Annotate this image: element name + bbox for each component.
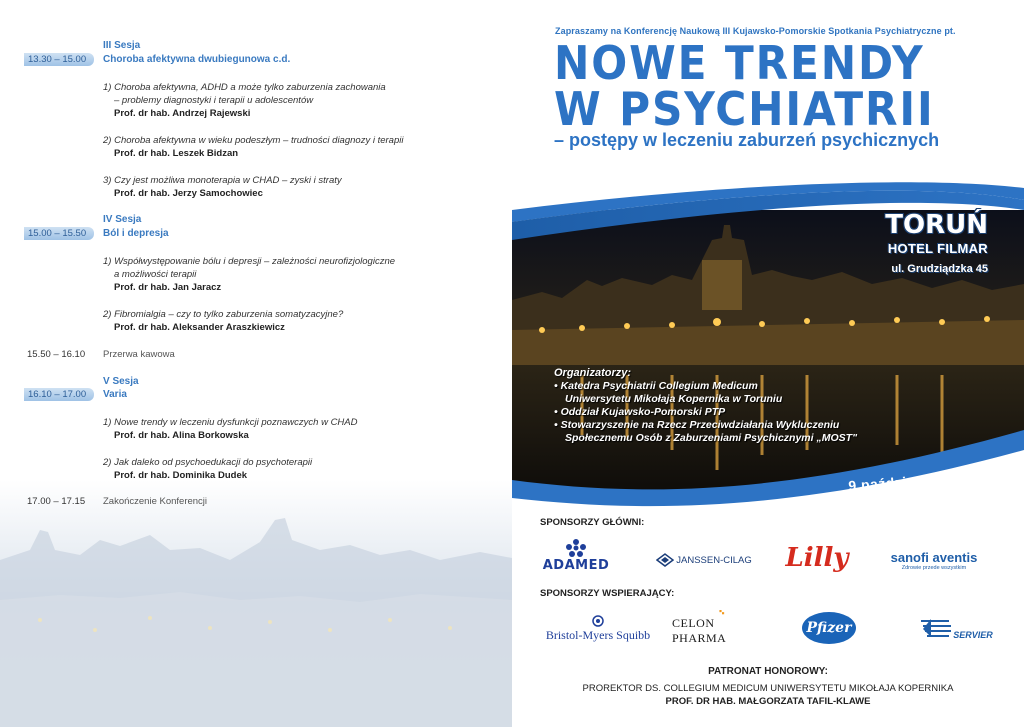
invite-line: Zapraszamy na Konferencję Naukową III Kujawsko-Pomorskie Spotkania Psychiatryczne pt.: [555, 26, 956, 36]
city-name: TORUŃ: [885, 210, 988, 240]
talk-item: [103, 174, 463, 187]
organizer-line: Uniwersytetu Mikołaja Kopernika w Toruniu: [565, 393, 783, 405]
janssen-logo: [654, 550, 754, 570]
faded-city-background: [0, 480, 512, 727]
servier-logo: [912, 612, 1000, 644]
talk-item: [103, 416, 463, 429]
celon-wordmark: CELON PHARMA: [672, 616, 727, 645]
talk-title-line: 1) Współwystępowanie bólu i depresji – zależności neurofizjologiczne: [103, 256, 396, 267]
lilly-wordmark: Lilly: [785, 543, 849, 573]
session-3-time: 13.30 – 15.00: [24, 53, 94, 66]
session-5-topic: Varia: [103, 389, 127, 400]
talk-title-line: – problemy diagnostyki i terapii u adolescentów: [114, 95, 314, 106]
talk-title-line: 3) Czy jest możliwa monoterapia w CHAD – zyski i straty: [103, 175, 342, 186]
sanofi-aventis-logo: [874, 545, 994, 575]
session-3-title: III Sesja: [103, 40, 141, 51]
talk-title-line: 2) Jak daleko od psychoedukacji do psychoterapii: [103, 457, 313, 468]
organizer-item: [554, 406, 725, 419]
speaker: Prof. dr hab. Aleksander Araszkiewicz: [114, 322, 285, 333]
honorary-patronage-line: PROF. DR HAB. MAŁGORZATA TAFIL-KLAWE: [665, 696, 871, 707]
janssen-emblem-icon: [656, 553, 674, 567]
organizer-item: [554, 380, 782, 406]
closing-label: Zakończenie Konferencji: [103, 496, 208, 507]
speaker: Prof. dr hab. Leszek Bidzan: [114, 148, 239, 159]
pfizer-logo: [802, 612, 856, 644]
hotel-address: ul. Grudziądzka 45: [891, 263, 988, 275]
servier-emblem-icon: [919, 617, 953, 639]
organizer-item: [554, 419, 857, 445]
talk-item: [103, 134, 463, 147]
talk-title-line: 2) Choroba afektywna w wieku podeszłym – trudności diagnozy i terapii: [103, 135, 404, 146]
adamed-emblem-icon: [564, 538, 588, 558]
break-time: 15.50 – 16.10: [27, 349, 86, 360]
talk-item: [103, 308, 463, 321]
speaker: Prof. dr hab. Dominika Dudek: [114, 470, 248, 481]
bms-logo: [538, 610, 658, 646]
cover-panel: [512, 0, 1024, 727]
talk-item: [103, 81, 463, 107]
celon-logo: [672, 610, 772, 646]
talk-title-line: a możliwości terapii: [114, 269, 197, 280]
main-title-line-2: W PSYCHIATRII: [554, 82, 935, 136]
closing-time: 17.00 – 17.15: [27, 496, 86, 507]
speaker: Prof. dr hab. Jerzy Samochowiec: [114, 188, 263, 199]
subtitle: – postępy w leczeniu zaburzeń psychicznych: [554, 130, 940, 150]
session-4-title: IV Sesja: [103, 214, 142, 225]
main-sponsors-title: SPONSORZY GŁÓWNI:: [540, 517, 645, 528]
speaker: Prof. dr hab. Andrzej Rajewski: [114, 108, 251, 119]
speaker: Prof. dr hab. Alina Borkowska: [114, 430, 249, 441]
sanofi-wordmark: sanofi aventis: [890, 549, 978, 565]
bms-emblem-icon: [591, 614, 605, 628]
session-4-time: 15.00 – 15.50: [24, 227, 94, 240]
main-title-line-1: NOWE TRENDY: [554, 36, 925, 90]
session-5-title: V Sesja: [103, 376, 139, 387]
organizer-line: • Oddział Kujawsko-Pomorski PTP: [554, 406, 726, 418]
session-3-topic: Choroba afektywna dwubiegunowa c.d.: [103, 54, 291, 65]
hotel-name: HOTEL FILMAR: [887, 241, 988, 256]
talk-item: [103, 255, 463, 281]
adamed-wordmark: ADAMED: [542, 557, 610, 573]
session-4-topic: Ból i depresja: [103, 228, 169, 239]
lilly-logo: [782, 540, 852, 576]
honorary-patronage-line: PROREKTOR DS. COLLEGIUM MEDICUM UNIWERSYTETU MIKOŁAJA KOPERNIKA: [582, 683, 954, 694]
organizer-line: • Katedra Psychiatrii Collegium Medicum: [554, 380, 758, 392]
talk-title-line: 1) Nowe trendy w leczeniu dysfunkcji poznawczych w CHAD: [103, 417, 358, 428]
talk-title-line: 1) Choroba afektywna, ADHD a może tylko zaburzenia zachowania: [103, 82, 386, 93]
speaker: Prof. dr hab. Jan Jaracz: [114, 282, 222, 293]
honorary-patronage-title: PATRONAT HONOROWY:: [708, 666, 828, 677]
session-5-time: 16.10 – 17.00: [24, 388, 94, 401]
organizer-line: Społecznemu Osób z Zaburzeniami Psychicznymi „MOST": [565, 432, 858, 444]
sanofi-tagline: Zdrowie przede wszystkim: [901, 564, 967, 571]
talk-title-line: 2) Fibromialgia – czy to tylko zaburzenia somatyzacyjne?: [103, 309, 344, 320]
pfizer-wordmark: Pfizer: [806, 620, 852, 636]
organizer-line: • Stowarzyszenie na Rzecz Przeciwdziałania Wykluczeniu: [554, 419, 840, 431]
adamed-logo: [540, 535, 612, 575]
janssen-wordmark: JANSSEN-CILAG: [676, 554, 752, 566]
talk-item: [103, 456, 463, 469]
organizers-title: Organizatorzy:: [554, 367, 632, 379]
bms-wordmark: Bristol-Myers Squibb: [545, 627, 651, 642]
event-date: 9 października 2010: [847, 468, 989, 494]
supporting-sponsors-title: SPONSORZY WSPIERAJĄCY:: [540, 588, 675, 599]
servier-wordmark: SERVIER: [953, 630, 993, 640]
break-label: Przerwa kawowa: [103, 349, 175, 360]
